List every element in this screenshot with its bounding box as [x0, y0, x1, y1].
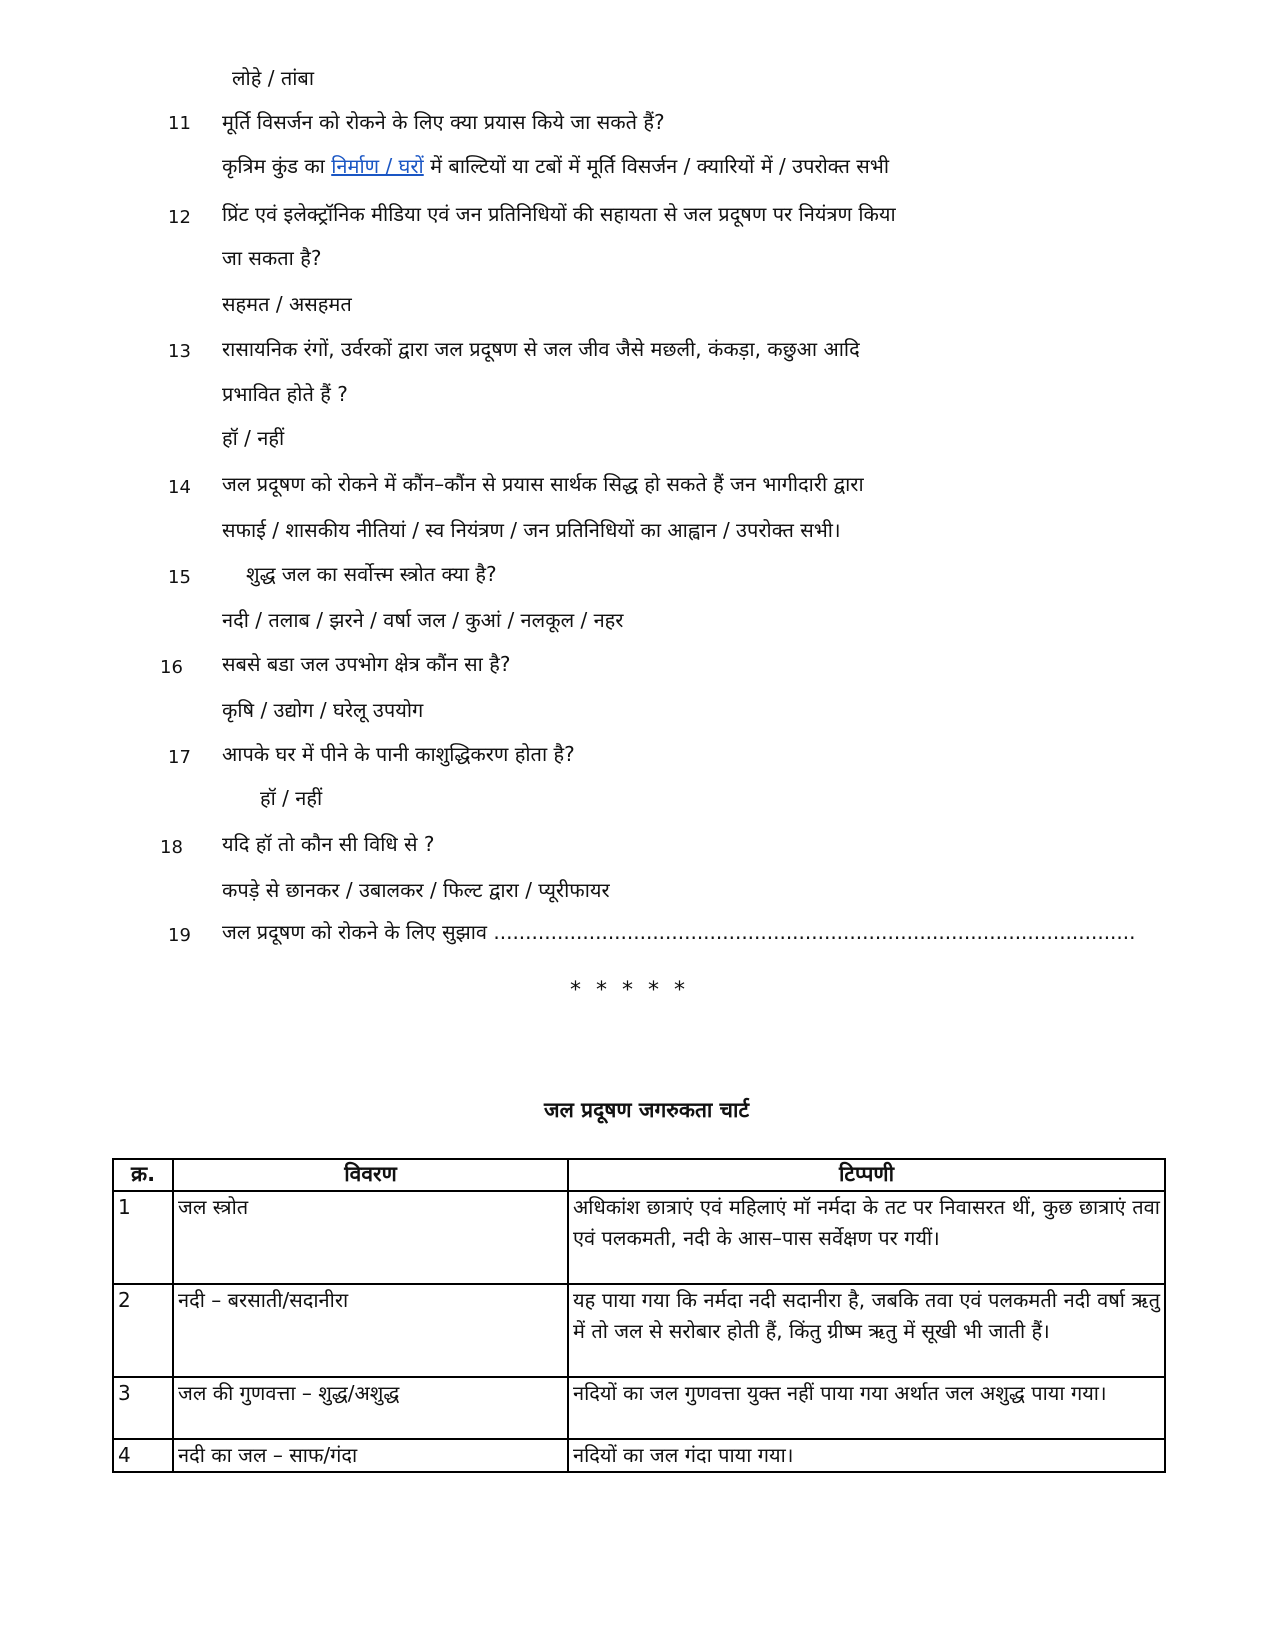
question-number-17: 17: [168, 747, 191, 768]
answer-10: लोहे / तांबा: [232, 66, 314, 90]
row-description: नदी का जल – साफ/गंदा: [173, 1439, 568, 1472]
table-row: [113, 1284, 1165, 1377]
row-description: नदी – बरसाती/सदानीरा: [173, 1284, 568, 1377]
row-remarks: नदियों का जल गंदा पाया गया।: [568, 1439, 1165, 1472]
question-number-12: 12: [168, 207, 191, 228]
answer-17: हॉ / नहीं: [260, 786, 323, 810]
answer-11-prefix: कृत्रिम कुंड का: [222, 154, 332, 178]
question-18: यदि हॉ तो कौन सी विधि से ?: [222, 832, 435, 856]
awareness-chart-table: [112, 1158, 1166, 1473]
chart-title: जल प्रदूषण जगरुकता चार्ट: [544, 1098, 750, 1122]
table-row: [113, 1377, 1165, 1439]
question-15: शुद्ध जल का सर्वोत्त्म स्त्रोत क्या है?: [246, 562, 497, 586]
header-remarks: टिप्पणी: [568, 1159, 1165, 1191]
row-description: जल स्त्रोत: [173, 1191, 568, 1284]
section-separator: * * * * *: [570, 978, 689, 1003]
question-13-line2: प्रभावित होते हैं ?: [222, 382, 348, 406]
question-17: आपके घर में पीने के पानी काशुद्धिकरण होता है?: [222, 742, 575, 766]
answer-15: नदी / तलाब / झरने / वर्षा जल / कुआं / नलकूल / नहर: [222, 608, 624, 632]
header-description: विवरण: [173, 1159, 568, 1191]
answer-12: सहमत / असहमत: [222, 292, 352, 316]
row-serial: 3: [113, 1377, 173, 1439]
question-14-line2: सफाई / शासकीय नीतियां / स्व नियंत्रण / जन प्रतिनिधियों का आह्वान / उपरोक्त सभी।: [222, 518, 841, 542]
row-serial: 4: [113, 1439, 173, 1472]
answer-13: हॉ / नहीं: [222, 426, 285, 450]
question-number-19: 19: [168, 925, 191, 946]
answer-11-link[interactable]: निर्माण / घरों: [331, 154, 424, 178]
table-row: [113, 1439, 1165, 1472]
row-description: जल की गुणवत्ता – शुद्ध/अशुद्ध: [173, 1377, 568, 1439]
table-header-row: [113, 1159, 1165, 1191]
answer-11: [222, 152, 889, 180]
question-number-14: 14: [168, 477, 191, 498]
header-serial: क्र.: [113, 1159, 173, 1191]
question-number-15: 15: [168, 567, 191, 588]
question-12-line2: जा सकता है?: [222, 246, 322, 270]
row-serial: 1: [113, 1191, 173, 1284]
row-remarks: अधिकांश छात्राएं एवं महिलाएं मॉ नर्मदा के तट पर निवासरत थीं, कुछ छात्राएं तवा एवं पलकमती, नदी के आस–पास सर्वेक्षण पर गयीं।: [568, 1191, 1165, 1284]
question-12-line1: प्रिंट एवं इलेक्ट्रॉनिक मीडिया एवं जन प्रतिनिधियों की सहायता से जल प्रदूषण पर नियंत्रण किया: [222, 202, 896, 226]
question-number-13: 13: [168, 341, 191, 362]
table-row: [113, 1191, 1165, 1284]
question-13-line1: रासायनिक रंगों, उर्वरकों द्वारा जल प्रदूषण से जल जीव जैसे मछली, कंकड़ा, कछुआ आदि: [222, 337, 860, 361]
question-19: जल प्रदूषण को रोकने के लिए सुझाव .....................................................................................................: [222, 920, 1136, 944]
question-number-18: 18: [160, 837, 183, 858]
question-11: मूर्ति विसर्जन को रोकने के लिए क्या प्रयास किये जा सकते हैं?: [222, 110, 665, 134]
answer-18: कपड़े से छानकर / उबालकर / फिल्ट द्वारा / प्यूरीफायर: [222, 878, 610, 902]
answer-16: कृषि / उद्योग / घरेलू उपयोग: [222, 698, 424, 722]
question-number-11: 11: [168, 113, 191, 134]
answer-11-suffix: में बाल्टियों या टबों में मूर्ति विसर्जन / क्यारियों में / उपरोक्त सभी: [423, 154, 890, 178]
question-number-16: 16: [160, 657, 183, 678]
question-14-line1: जल प्रदूषण को रोकने में कौंन–कौंन से प्रयास सार्थक सिद्ध हो सकते हैं जन भागीदारी द्वारा: [222, 472, 864, 496]
row-remarks: नदियों का जल गुणवत्ता युक्त नहीं पाया गया अर्थात जल अशुद्ध पाया गया।: [568, 1377, 1165, 1439]
row-serial: 2: [113, 1284, 173, 1377]
row-remarks: यह पाया गया कि नर्मदा नदी सदानीरा है, जबकि तवा एवं पलकमती नदी वर्षा ऋतु में तो जल से सरोबार होती हैं, किंतु ग्रीष्म ऋतु में सूखी भी जाती हैं।: [568, 1284, 1165, 1377]
question-16: सबसे बडा जल उपभोग क्षेत्र कौंन सा है?: [222, 652, 511, 676]
